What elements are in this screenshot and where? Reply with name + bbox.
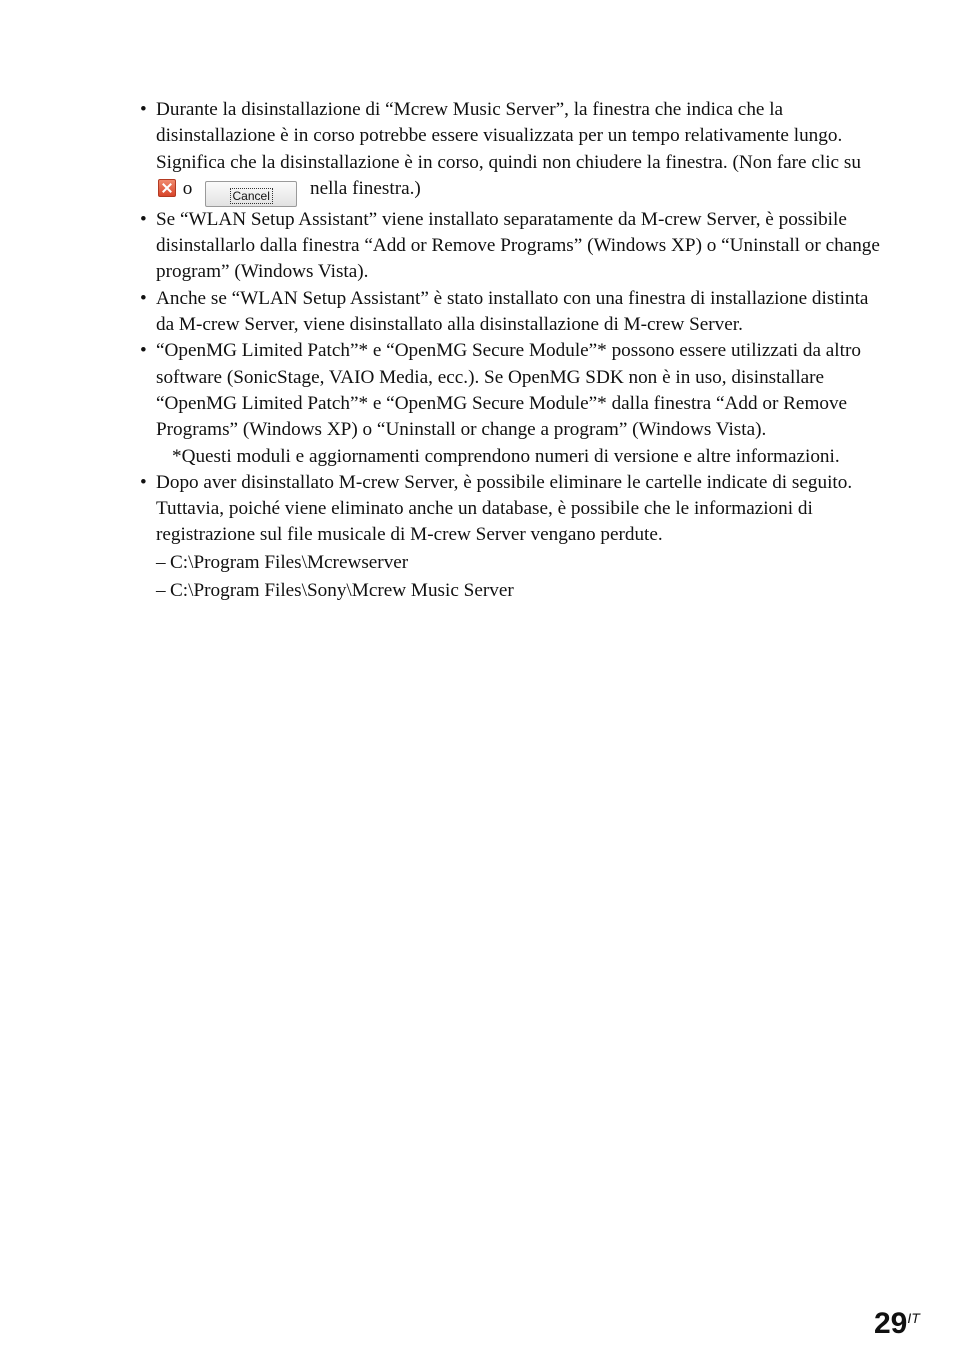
bullet-text-connector: o	[182, 177, 193, 199]
list-item	[140, 97, 880, 207]
bullet-text: Durante la disinstallazione di “Mcrew Music Server”, la finestra che indica che la disinstallazione è in corso potrebbe essere visualizzata per un tempo relativamente lungo. Significa che la disinstallazione è in corso, quindi non chiudere la finestra. (Non fare clic su	[156, 99, 861, 173]
page-number	[874, 1300, 920, 1342]
folder-path: C:\Program Files\Mcrewserver	[170, 551, 409, 573]
cancel-button-image	[205, 181, 297, 207]
bullet-symbol: •	[140, 340, 147, 362]
list-item	[140, 207, 880, 286]
page-language: IT	[907, 1310, 920, 1326]
page-number-value: 29	[874, 1307, 908, 1340]
close-x-icon	[158, 179, 176, 197]
dash-symbol: –	[156, 551, 166, 573]
bullet-text: Anche se “WLAN Setup Assistant” è stato installato con una finestra di installazione distinta da M-crew Server, viene disinstallato alla disinstallazione di M-crew Server.	[156, 287, 869, 336]
bullet-text: Se “WLAN Setup Assistant” viene installato separatamente da M-crew Server, è possibile disinstallarlo dalla finestra “Add or Remove Programs” (Windows XP) o “Uninstall or change program” (Windows Vista).	[156, 208, 880, 283]
bullet-text: Dopo aver disinstallato M-crew Server, è possibile eliminare le cartelle indicate di seguito. Tuttavia, poiché viene eliminato anche un database, è possibile che le informazioni di registrazione sul file musicale di M-crew Server vengano perdute.	[156, 471, 853, 546]
list-item	[140, 286, 880, 339]
footnote-wrap	[140, 444, 880, 470]
bullet-text-end: nella finestra.)	[309, 177, 421, 199]
dash-symbol: –	[156, 579, 166, 601]
bullet-symbol: •	[140, 471, 147, 493]
folder-path: C:\Program Files\Sony\Mcrew Music Server	[170, 579, 514, 601]
page-content	[140, 97, 880, 605]
bullet-symbol: •	[140, 99, 147, 120]
path-item	[140, 549, 880, 577]
footnote: *Questi moduli e aggiornamenti comprendono numeri di versione e altre informazioni.	[172, 445, 840, 467]
path-item	[140, 577, 880, 605]
bullet-text: “OpenMG Limited Patch”* e “OpenMG Secure Module”* possono essere utilizzati da altro software (SonicStage, VAIO Media, ecc.). Se OpenMG SDK non è in uso, disinstallare “OpenMG Limited Patch”* e “OpenMG Secure Module”* dalla finestra “Add or Remove Programs” (Windows XP) o “Uninstall or change a program” (Windows Vista).	[156, 340, 861, 441]
list-item	[140, 338, 880, 443]
list-item	[140, 470, 880, 549]
bullet-symbol: •	[140, 208, 147, 230]
bullet-symbol: •	[140, 287, 147, 309]
cancel-label: Cancel	[230, 188, 273, 204]
